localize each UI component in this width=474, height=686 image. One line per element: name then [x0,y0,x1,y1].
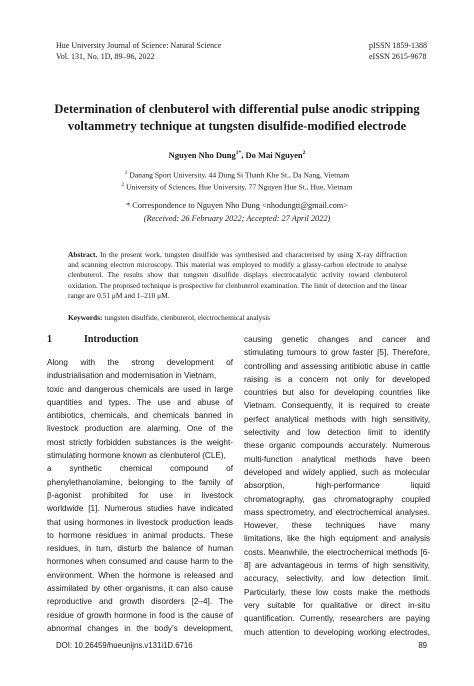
text-line: hormones when consumed and cause harm to the [47,557,233,567]
text-line: environment. When the hormone is released and [47,570,233,580]
text-line: phenylethanolamine, belonging to the family of [47,477,233,487]
text-line: Along with the strong development of [47,358,233,367]
text-line: residue of growth hormone in food is the cause of [47,610,233,620]
text-line: developed and widely applied, such as molecular [244,467,430,477]
abstract-text: In the present work, tungsten disulfide was synthesised and characterised by using X-ray diffraction and scanning electron microscopy. This material was employed to modify a glassy-carbon electrode to analyse clenbuterol. The results show that tungsten disulfide displays electrocatalytic activity toward clenbuterol oxidation. The proposed technique is prospective for clenbuterol examination. The limit of detection and the linear range are 0.51 μM and 1–210 μM. [68,250,407,300]
affiliation-2-text: University of Sciences, Hue University, 77 Nguyen Hue St., Hue, Vietnam [126,182,353,192]
doi: DOI: 10.26459/hueunijns.v131i1D.6716 [56,641,193,650]
affiliation-1 [0,168,474,181]
text-line: much attention to developing working electrodes, [244,627,430,637]
journal-info [56,40,221,62]
text-line: chromatography, gas chromatography coupled [244,494,430,504]
text-line: perfect analytical methods with high sensitivity, [244,414,430,424]
left-column [47,356,233,635]
text-line: controlling and assessing antibiotic abuse in cattle [244,361,430,371]
text-line: a synthetic chemical compound of [47,464,233,474]
section-title: Introduction [84,334,139,345]
text-line: Vietnam. Consequently, it is required to create [244,401,430,411]
author-2-affil: 2 [302,150,306,157]
keywords-text: tungsten disulfide, clenbuterol, electrochemical analysis [104,313,271,322]
page-number: 89 [418,641,427,650]
text-line: worldwide [1]. Numerous studies have indicated [47,504,233,514]
journal-name: Hue University Journal of Science: Natural Science [56,41,222,50]
author-2: Do Mai Nguyen [245,150,303,160]
correspondence-email: * Correspondence to Nguyen Nho Dung <nhodungtt@gmail.com> [126,201,348,210]
text-line: mass spectrometry, and electrochemical analyses. [244,507,430,517]
text-line: 8] are advantageous in terms of high sensitivity, [244,561,430,571]
text-line: toxic and dangerous chemicals are used in large [47,384,233,394]
text-line: β-agonist prohibited for use in livestock [47,490,233,500]
affiliation-1-text: Danang Sport University, 44 Dung Si Thanh Khe St., Da Nang, Vietnam [129,170,350,180]
section-number: 1 [47,334,52,345]
text-line: multi-function analytical methods have been [244,454,430,464]
text-line: assimilated by other organisms, it can also cause [47,584,233,594]
text-line: However, these techniques have many [244,521,430,531]
title-line-2: voltammetry technique at tungsten disulfide-modified electrode [67,119,407,133]
text-line: antibiotics, chemicals, and chemicals banned in [47,411,233,421]
text-line: absorption, high-performance liquid [244,481,430,491]
author-1-affil: 1* [235,150,242,157]
pissn: pISSN 1859-1388 [368,41,427,50]
text-line: costs. Meanwhile, the electrochemical methods [6- [244,547,430,557]
author-1: Nguyen Nho Dung [168,150,236,160]
text-line: stimulating tumours to grow faster [5]. Therefore, [244,348,430,358]
text-line: stimulating hormone known as clenbuterol (CLE), [47,451,226,461]
text-line: countries but also for developing countries like [244,388,430,398]
text-line: residues, in turn, disturb the balance of human [47,544,233,554]
abstract-label: Abstract. [68,250,98,259]
text-line: industrialisation and modernisation in Vietnam, [47,371,217,381]
text-line: very suitable for qualitative or direct in-situ [244,600,430,610]
text-line: raising is a concern not only for developed [244,374,430,384]
title-line-1: Determination of clenbuterol with differential pulse anodic stripping [54,102,420,116]
abstract [68,250,407,301]
keywords [68,313,407,322]
text-line: quantities and types. The use and abuse of [47,397,233,407]
text-line: these organic compounds accurately. Numerous [244,441,430,451]
journal-volume: Vol. 131, No. 1D, 89–96, 2022 [56,52,155,61]
text-line: livestock production are alarming. One of the [47,424,233,434]
text-line: reproductive and growth disorders [2–4]. The [47,597,233,607]
section-heading [47,334,138,345]
issn-info [369,40,427,62]
received-dates: (Received: 26 February 2022; Accepted: 27 April 2022) [143,214,331,223]
paper-title [40,101,434,135]
text-line: limitations, like the high equipment and analysis [244,534,430,544]
text-line: quantification. Currently, researchers are paying [244,614,430,624]
keywords-label: Keywords: [68,313,103,322]
text-line: most strictly forbidden substances is the weight- [47,437,233,447]
text-line: abnormal changes in the body’s development, [47,623,233,633]
text-line: that using hormones in livestock production leads [47,517,233,527]
affiliation-2-sup: 2 [121,182,125,188]
author-separator: , [241,150,246,160]
affiliation-1-sup: 1 [124,170,128,176]
text-line: to hormone residues in animal products. These [47,530,233,540]
eissn: eISSN 2615-9678 [368,52,427,61]
text-line: accuracy, selectivity, and low detection limit. [244,574,430,584]
correspondence [0,199,474,225]
text-line: Particularly, these low costs make the methods [244,587,430,597]
text-line: causing genetic changes and cancer and [244,335,430,344]
author-list [0,150,474,160]
text-line: selectivity and low detection limit to identify [244,428,430,438]
right-column [244,333,430,639]
affiliation-2 [0,180,474,193]
